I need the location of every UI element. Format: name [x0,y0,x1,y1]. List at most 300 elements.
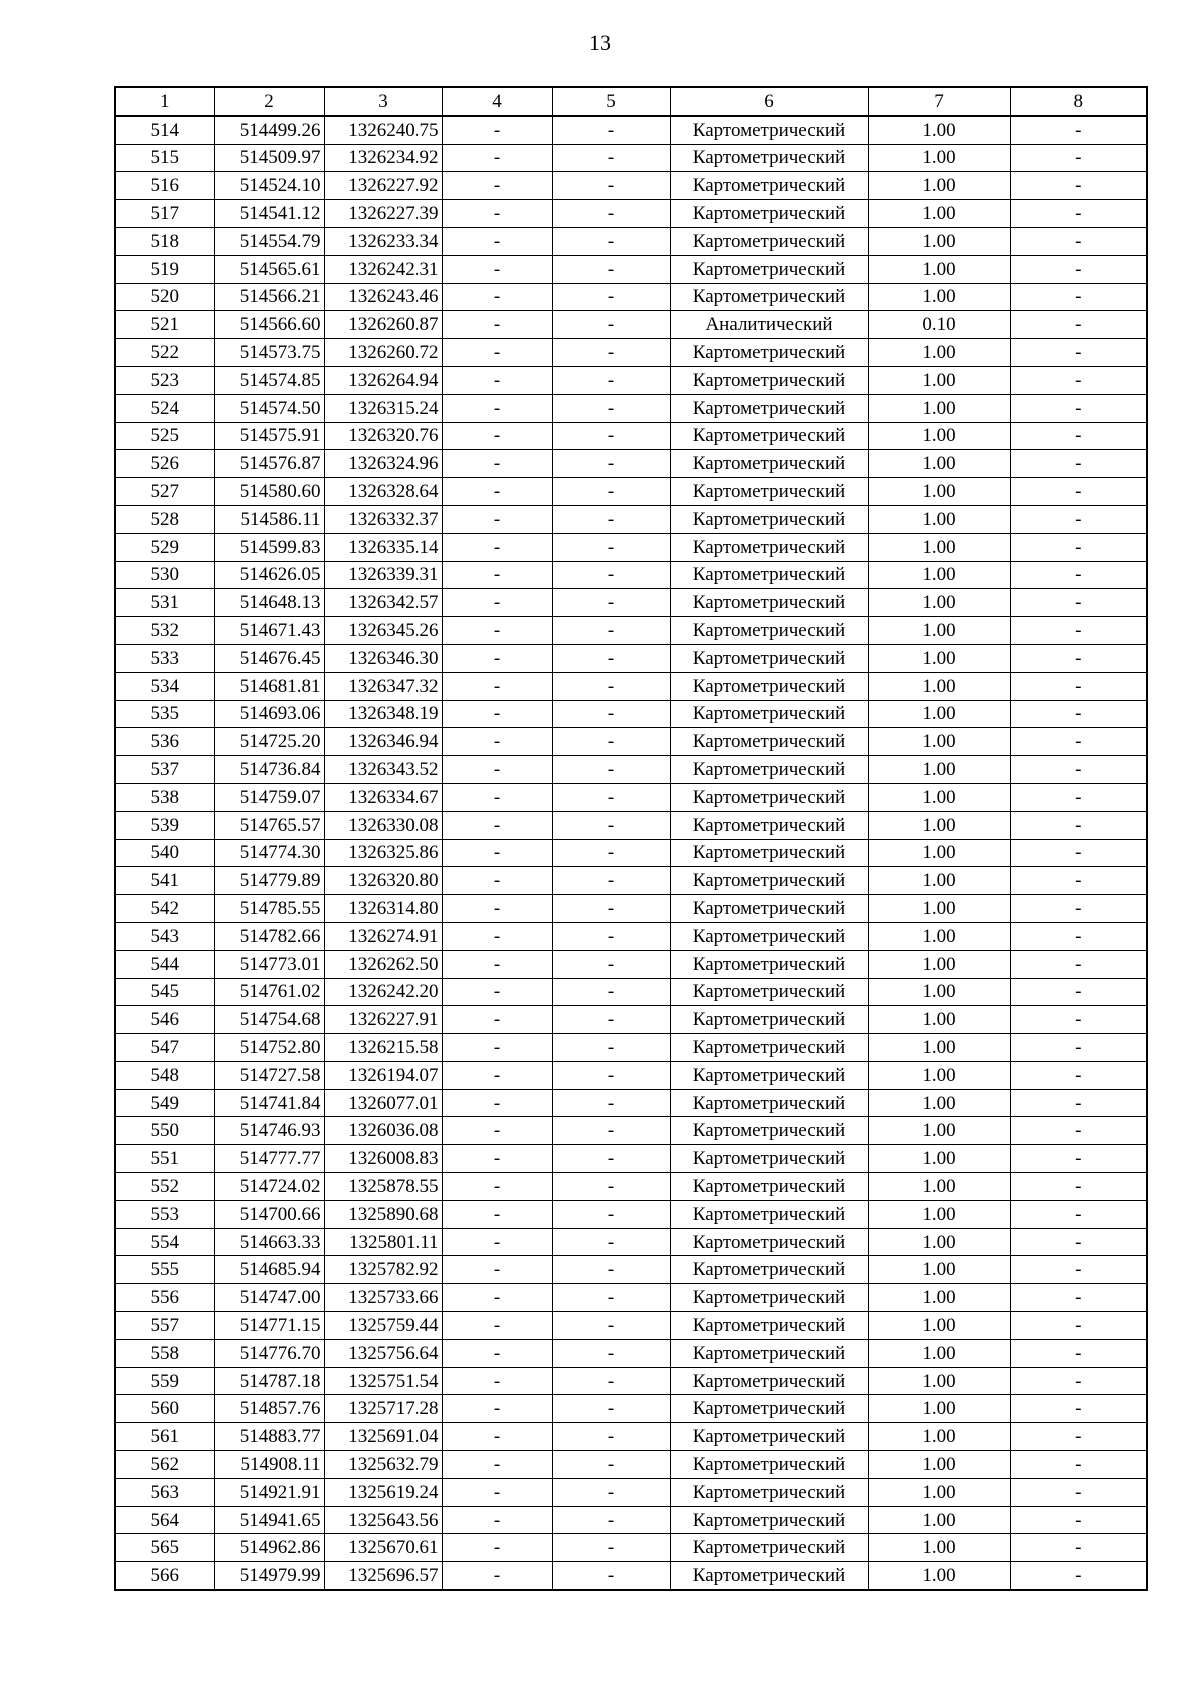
x-coordinate-cell: 514725.20 [214,728,324,756]
col-5-value-cell: - [552,200,670,228]
x-coordinate-cell: 514754.68 [214,1006,324,1034]
accuracy-cell: 1.00 [868,172,1010,200]
col-8-value-cell: - [1010,867,1147,895]
x-coordinate-cell: 514787.18 [214,1367,324,1395]
x-coordinate-cell: 514626.05 [214,561,324,589]
col-8-value-cell: - [1010,144,1147,172]
col-5-value-cell: - [552,1312,670,1340]
accuracy-cell: 1.00 [868,1312,1010,1340]
point-number-cell: 558 [115,1339,214,1367]
y-coordinate-cell: 1325782.92 [324,1256,442,1284]
method-cell: Картометрический [670,978,868,1006]
point-number-cell: 533 [115,644,214,672]
x-coordinate-cell: 514857.76 [214,1395,324,1423]
col-4-value-cell: - [442,1395,552,1423]
col-5-value-cell: - [552,1061,670,1089]
accuracy-cell: 1.00 [868,1339,1010,1367]
col-8-value-cell: - [1010,422,1147,450]
table-row [115,728,1147,756]
col-4-value-cell: - [442,144,552,172]
column-header-3: 3 [324,87,442,116]
method-cell: Картометрический [670,1061,868,1089]
accuracy-cell: 1.00 [868,756,1010,784]
y-coordinate-cell: 1326346.94 [324,728,442,756]
table-row [115,867,1147,895]
col-4-value-cell: - [442,1451,552,1479]
method-cell: Картометрический [670,895,868,923]
table-row [115,1534,1147,1562]
table-row [115,1339,1147,1367]
method-cell: Картометрический [670,756,868,784]
col-8-value-cell: - [1010,1451,1147,1479]
point-number-cell: 549 [115,1089,214,1117]
col-4-value-cell: - [442,116,552,144]
column-header-7: 7 [868,87,1010,116]
table-row [115,895,1147,923]
point-number-cell: 526 [115,450,214,478]
table-row [115,311,1147,339]
y-coordinate-cell: 1326347.32 [324,672,442,700]
point-number-cell: 552 [115,1173,214,1201]
accuracy-cell: 1.00 [868,783,1010,811]
table-row [115,922,1147,950]
col-4-value-cell: - [442,1173,552,1201]
y-coordinate-cell: 1325878.55 [324,1173,442,1201]
col-5-value-cell: - [552,728,670,756]
x-coordinate-cell: 514685.94 [214,1256,324,1284]
y-coordinate-cell: 1326227.39 [324,200,442,228]
x-coordinate-cell: 514724.02 [214,1173,324,1201]
col-5-value-cell: - [552,1451,670,1479]
table-row [115,144,1147,172]
table-row [115,1256,1147,1284]
accuracy-cell: 1.00 [868,1089,1010,1117]
accuracy-cell: 1.00 [868,283,1010,311]
point-number-cell: 517 [115,200,214,228]
x-coordinate-cell: 514566.60 [214,311,324,339]
col-4-value-cell: - [442,922,552,950]
col-8-value-cell: - [1010,672,1147,700]
table-row [115,672,1147,700]
method-cell: Картометрический [670,783,868,811]
col-5-value-cell: - [552,1339,670,1367]
method-cell: Картометрический [670,450,868,478]
point-number-cell: 546 [115,1006,214,1034]
y-coordinate-cell: 1325632.79 [324,1451,442,1479]
x-coordinate-cell: 514648.13 [214,589,324,617]
col-8-value-cell: - [1010,1367,1147,1395]
y-coordinate-cell: 1326343.52 [324,756,442,784]
col-8-value-cell: - [1010,1228,1147,1256]
col-8-value-cell: - [1010,394,1147,422]
col-4-value-cell: - [442,867,552,895]
x-coordinate-cell: 514576.87 [214,450,324,478]
point-number-cell: 524 [115,394,214,422]
y-coordinate-cell: 1326330.08 [324,811,442,839]
x-coordinate-cell: 514509.97 [214,144,324,172]
col-4-value-cell: - [442,1562,552,1590]
col-4-value-cell: - [442,1034,552,1062]
col-5-value-cell: - [552,144,670,172]
accuracy-cell: 1.00 [868,811,1010,839]
table-row [115,172,1147,200]
table-row [115,505,1147,533]
column-header-4: 4 [442,87,552,116]
col-8-value-cell: - [1010,505,1147,533]
method-cell: Картометрический [670,1506,868,1534]
accuracy-cell: 1.00 [868,922,1010,950]
method-cell: Картометрический [670,1034,868,1062]
point-number-cell: 520 [115,283,214,311]
point-number-cell: 542 [115,895,214,923]
method-cell: Картометрический [670,561,868,589]
col-8-value-cell: - [1010,1006,1147,1034]
col-4-value-cell: - [442,672,552,700]
col-5-value-cell: - [552,867,670,895]
x-coordinate-cell: 514761.02 [214,978,324,1006]
col-8-value-cell: - [1010,561,1147,589]
accuracy-cell: 1.00 [868,255,1010,283]
col-5-value-cell: - [552,1173,670,1201]
col-8-value-cell: - [1010,1117,1147,1145]
x-coordinate-cell: 514524.10 [214,172,324,200]
x-coordinate-cell: 514883.77 [214,1423,324,1451]
col-5-value-cell: - [552,1228,670,1256]
point-number-cell: 547 [115,1034,214,1062]
accuracy-cell: 1.00 [868,561,1010,589]
col-8-value-cell: - [1010,950,1147,978]
col-5-value-cell: - [552,422,670,450]
x-coordinate-cell: 514599.83 [214,533,324,561]
col-4-value-cell: - [442,644,552,672]
point-number-cell: 522 [115,339,214,367]
y-coordinate-cell: 1326240.75 [324,116,442,144]
x-coordinate-cell: 514774.30 [214,839,324,867]
col-5-value-cell: - [552,617,670,645]
col-4-value-cell: - [442,200,552,228]
point-number-cell: 554 [115,1228,214,1256]
col-8-value-cell: - [1010,1395,1147,1423]
col-4-value-cell: - [442,1228,552,1256]
point-number-cell: 537 [115,756,214,784]
col-8-value-cell: - [1010,644,1147,672]
col-8-value-cell: - [1010,339,1147,367]
table-row [115,756,1147,784]
method-cell: Картометрический [670,644,868,672]
x-coordinate-cell: 514663.33 [214,1228,324,1256]
col-8-value-cell: - [1010,1145,1147,1173]
point-number-cell: 555 [115,1256,214,1284]
accuracy-cell: 1.00 [868,1173,1010,1201]
method-cell: Картометрический [670,1256,868,1284]
page-number: 13 [589,30,611,55]
col-5-value-cell: - [552,172,670,200]
accuracy-cell: 1.00 [868,478,1010,506]
x-coordinate-cell: 514554.79 [214,227,324,255]
col-4-value-cell: - [442,1284,552,1312]
y-coordinate-cell: 1325670.61 [324,1534,442,1562]
y-coordinate-cell: 1325696.57 [324,1562,442,1590]
col-8-value-cell: - [1010,922,1147,950]
x-coordinate-cell: 514565.61 [214,255,324,283]
y-coordinate-cell: 1326334.67 [324,783,442,811]
col-8-value-cell: - [1010,1089,1147,1117]
method-cell: Картометрический [670,1089,868,1117]
col-8-value-cell: - [1010,283,1147,311]
point-number-cell: 519 [115,255,214,283]
col-8-value-cell: - [1010,116,1147,144]
method-cell: Картометрический [670,394,868,422]
point-number-cell: 563 [115,1478,214,1506]
y-coordinate-cell: 1325691.04 [324,1423,442,1451]
accuracy-cell: 1.00 [868,394,1010,422]
col-8-value-cell: - [1010,1173,1147,1201]
col-5-value-cell: - [552,116,670,144]
table-row [115,255,1147,283]
point-number-cell: 543 [115,922,214,950]
table-row [115,1006,1147,1034]
accuracy-cell: 1.00 [868,867,1010,895]
col-8-value-cell: - [1010,978,1147,1006]
point-number-cell: 551 [115,1145,214,1173]
col-8-value-cell: - [1010,533,1147,561]
accuracy-cell: 1.00 [868,617,1010,645]
method-cell: Картометрический [670,839,868,867]
accuracy-cell: 1.00 [868,1145,1010,1173]
col-5-value-cell: - [552,922,670,950]
point-number-cell: 530 [115,561,214,589]
col-8-value-cell: - [1010,811,1147,839]
col-8-value-cell: - [1010,700,1147,728]
x-coordinate-cell: 514574.50 [214,394,324,422]
point-number-cell: 564 [115,1506,214,1534]
method-cell: Картометрический [670,922,868,950]
col-5-value-cell: - [552,1256,670,1284]
y-coordinate-cell: 1326194.07 [324,1061,442,1089]
table-row [115,478,1147,506]
col-5-value-cell: - [552,644,670,672]
col-4-value-cell: - [442,533,552,561]
col-8-value-cell: - [1010,1284,1147,1312]
accuracy-cell: 1.00 [868,589,1010,617]
col-4-value-cell: - [442,1367,552,1395]
table-row [115,644,1147,672]
col-4-value-cell: - [442,1256,552,1284]
col-8-value-cell: - [1010,783,1147,811]
method-cell: Картометрический [670,1534,868,1562]
x-coordinate-cell: 514979.99 [214,1562,324,1590]
table-row [115,561,1147,589]
point-number-cell: 539 [115,811,214,839]
col-4-value-cell: - [442,1534,552,1562]
table-row [115,1562,1147,1590]
point-number-cell: 516 [115,172,214,200]
col-4-value-cell: - [442,1117,552,1145]
col-5-value-cell: - [552,227,670,255]
col-4-value-cell: - [442,1200,552,1228]
col-5-value-cell: - [552,255,670,283]
y-coordinate-cell: 1326233.34 [324,227,442,255]
accuracy-cell: 1.00 [868,644,1010,672]
y-coordinate-cell: 1326339.31 [324,561,442,589]
col-4-value-cell: - [442,339,552,367]
col-8-value-cell: - [1010,1562,1147,1590]
point-number-cell: 515 [115,144,214,172]
col-4-value-cell: - [442,589,552,617]
x-coordinate-cell: 514727.58 [214,1061,324,1089]
y-coordinate-cell: 1326227.92 [324,172,442,200]
method-cell: Картометрический [670,144,868,172]
col-4-value-cell: - [442,255,552,283]
y-coordinate-cell: 1326346.30 [324,644,442,672]
y-coordinate-cell: 1326260.87 [324,311,442,339]
y-coordinate-cell: 1326345.26 [324,617,442,645]
col-4-value-cell: - [442,1423,552,1451]
table-row [115,283,1147,311]
accuracy-cell: 1.00 [868,700,1010,728]
col-5-value-cell: - [552,561,670,589]
col-8-value-cell: - [1010,311,1147,339]
col-4-value-cell: - [442,172,552,200]
col-5-value-cell: - [552,1200,670,1228]
col-8-value-cell: - [1010,172,1147,200]
col-4-value-cell: - [442,478,552,506]
y-coordinate-cell: 1326215.58 [324,1034,442,1062]
col-4-value-cell: - [442,978,552,1006]
y-coordinate-cell: 1325717.28 [324,1395,442,1423]
col-8-value-cell: - [1010,1312,1147,1340]
y-coordinate-cell: 1326342.57 [324,589,442,617]
y-coordinate-cell: 1326315.24 [324,394,442,422]
point-number-cell: 536 [115,728,214,756]
x-coordinate-cell: 514962.86 [214,1534,324,1562]
x-coordinate-cell: 514586.11 [214,505,324,533]
col-5-value-cell: - [552,478,670,506]
col-5-value-cell: - [552,1478,670,1506]
col-5-value-cell: - [552,978,670,1006]
col-4-value-cell: - [442,700,552,728]
method-cell: Картометрический [670,116,868,144]
table-row [115,227,1147,255]
col-5-value-cell: - [552,1145,670,1173]
col-5-value-cell: - [552,839,670,867]
table-row [115,366,1147,394]
y-coordinate-cell: 1325643.56 [324,1506,442,1534]
accuracy-cell: 1.00 [868,1534,1010,1562]
col-8-value-cell: - [1010,227,1147,255]
method-cell: Картометрический [670,339,868,367]
accuracy-cell: 1.00 [868,366,1010,394]
col-8-value-cell: - [1010,756,1147,784]
column-header-6: 6 [670,87,868,116]
col-8-value-cell: - [1010,1034,1147,1062]
method-cell: Аналитический [670,311,868,339]
col-8-value-cell: - [1010,1339,1147,1367]
col-4-value-cell: - [442,617,552,645]
method-cell: Картометрический [670,172,868,200]
col-4-value-cell: - [442,311,552,339]
x-coordinate-cell: 514773.01 [214,950,324,978]
col-5-value-cell: - [552,505,670,533]
x-coordinate-cell: 514765.57 [214,811,324,839]
method-cell: Картометрический [670,1367,868,1395]
accuracy-cell: 1.00 [868,1506,1010,1534]
col-5-value-cell: - [552,589,670,617]
col-4-value-cell: - [442,561,552,589]
point-number-cell: 562 [115,1451,214,1479]
y-coordinate-cell: 1326328.64 [324,478,442,506]
table-row [115,450,1147,478]
col-4-value-cell: - [442,1061,552,1089]
y-coordinate-cell: 1325756.64 [324,1339,442,1367]
x-coordinate-cell: 514671.43 [214,617,324,645]
x-coordinate-cell: 514693.06 [214,700,324,728]
table-row [115,1312,1147,1340]
point-number-cell: 557 [115,1312,214,1340]
method-cell: Картометрический [670,1562,868,1590]
method-cell: Картометрический [670,811,868,839]
accuracy-cell: 1.00 [868,1034,1010,1062]
method-cell: Картометрический [670,728,868,756]
col-5-value-cell: - [552,1006,670,1034]
point-number-cell: 545 [115,978,214,1006]
col-8-value-cell: - [1010,839,1147,867]
x-coordinate-cell: 514776.70 [214,1339,324,1367]
table-row [115,700,1147,728]
y-coordinate-cell: 1325751.54 [324,1367,442,1395]
accuracy-cell: 1.00 [868,1423,1010,1451]
column-header-2: 2 [214,87,324,116]
col-5-value-cell: - [552,950,670,978]
method-cell: Картометрический [670,1423,868,1451]
table-row [115,978,1147,1006]
accuracy-cell: 1.00 [868,533,1010,561]
point-number-cell: 529 [115,533,214,561]
col-4-value-cell: - [442,1506,552,1534]
col-8-value-cell: - [1010,200,1147,228]
col-5-value-cell: - [552,450,670,478]
col-5-value-cell: - [552,756,670,784]
x-coordinate-cell: 514777.77 [214,1145,324,1173]
col-8-value-cell: - [1010,1506,1147,1534]
point-number-cell: 521 [115,311,214,339]
col-8-value-cell: - [1010,1200,1147,1228]
x-coordinate-cell: 514759.07 [214,783,324,811]
x-coordinate-cell: 514573.75 [214,339,324,367]
y-coordinate-cell: 1326242.31 [324,255,442,283]
x-coordinate-cell: 514676.45 [214,644,324,672]
table-row [115,1423,1147,1451]
col-5-value-cell: - [552,1395,670,1423]
method-cell: Картометрический [670,200,868,228]
col-8-value-cell: - [1010,1423,1147,1451]
method-cell: Картометрический [670,867,868,895]
method-cell: Картометрический [670,700,868,728]
col-4-value-cell: - [442,895,552,923]
table-row [115,1451,1147,1479]
column-header-1: 1 [115,87,214,116]
x-coordinate-cell: 514771.15 [214,1312,324,1340]
method-cell: Картометрический [670,617,868,645]
method-cell: Картометрический [670,478,868,506]
table-body [115,116,1147,1590]
col-4-value-cell: - [442,394,552,422]
col-8-value-cell: - [1010,1478,1147,1506]
table-row [115,1367,1147,1395]
header-row [115,87,1147,116]
col-4-value-cell: - [442,283,552,311]
point-number-cell: 541 [115,867,214,895]
